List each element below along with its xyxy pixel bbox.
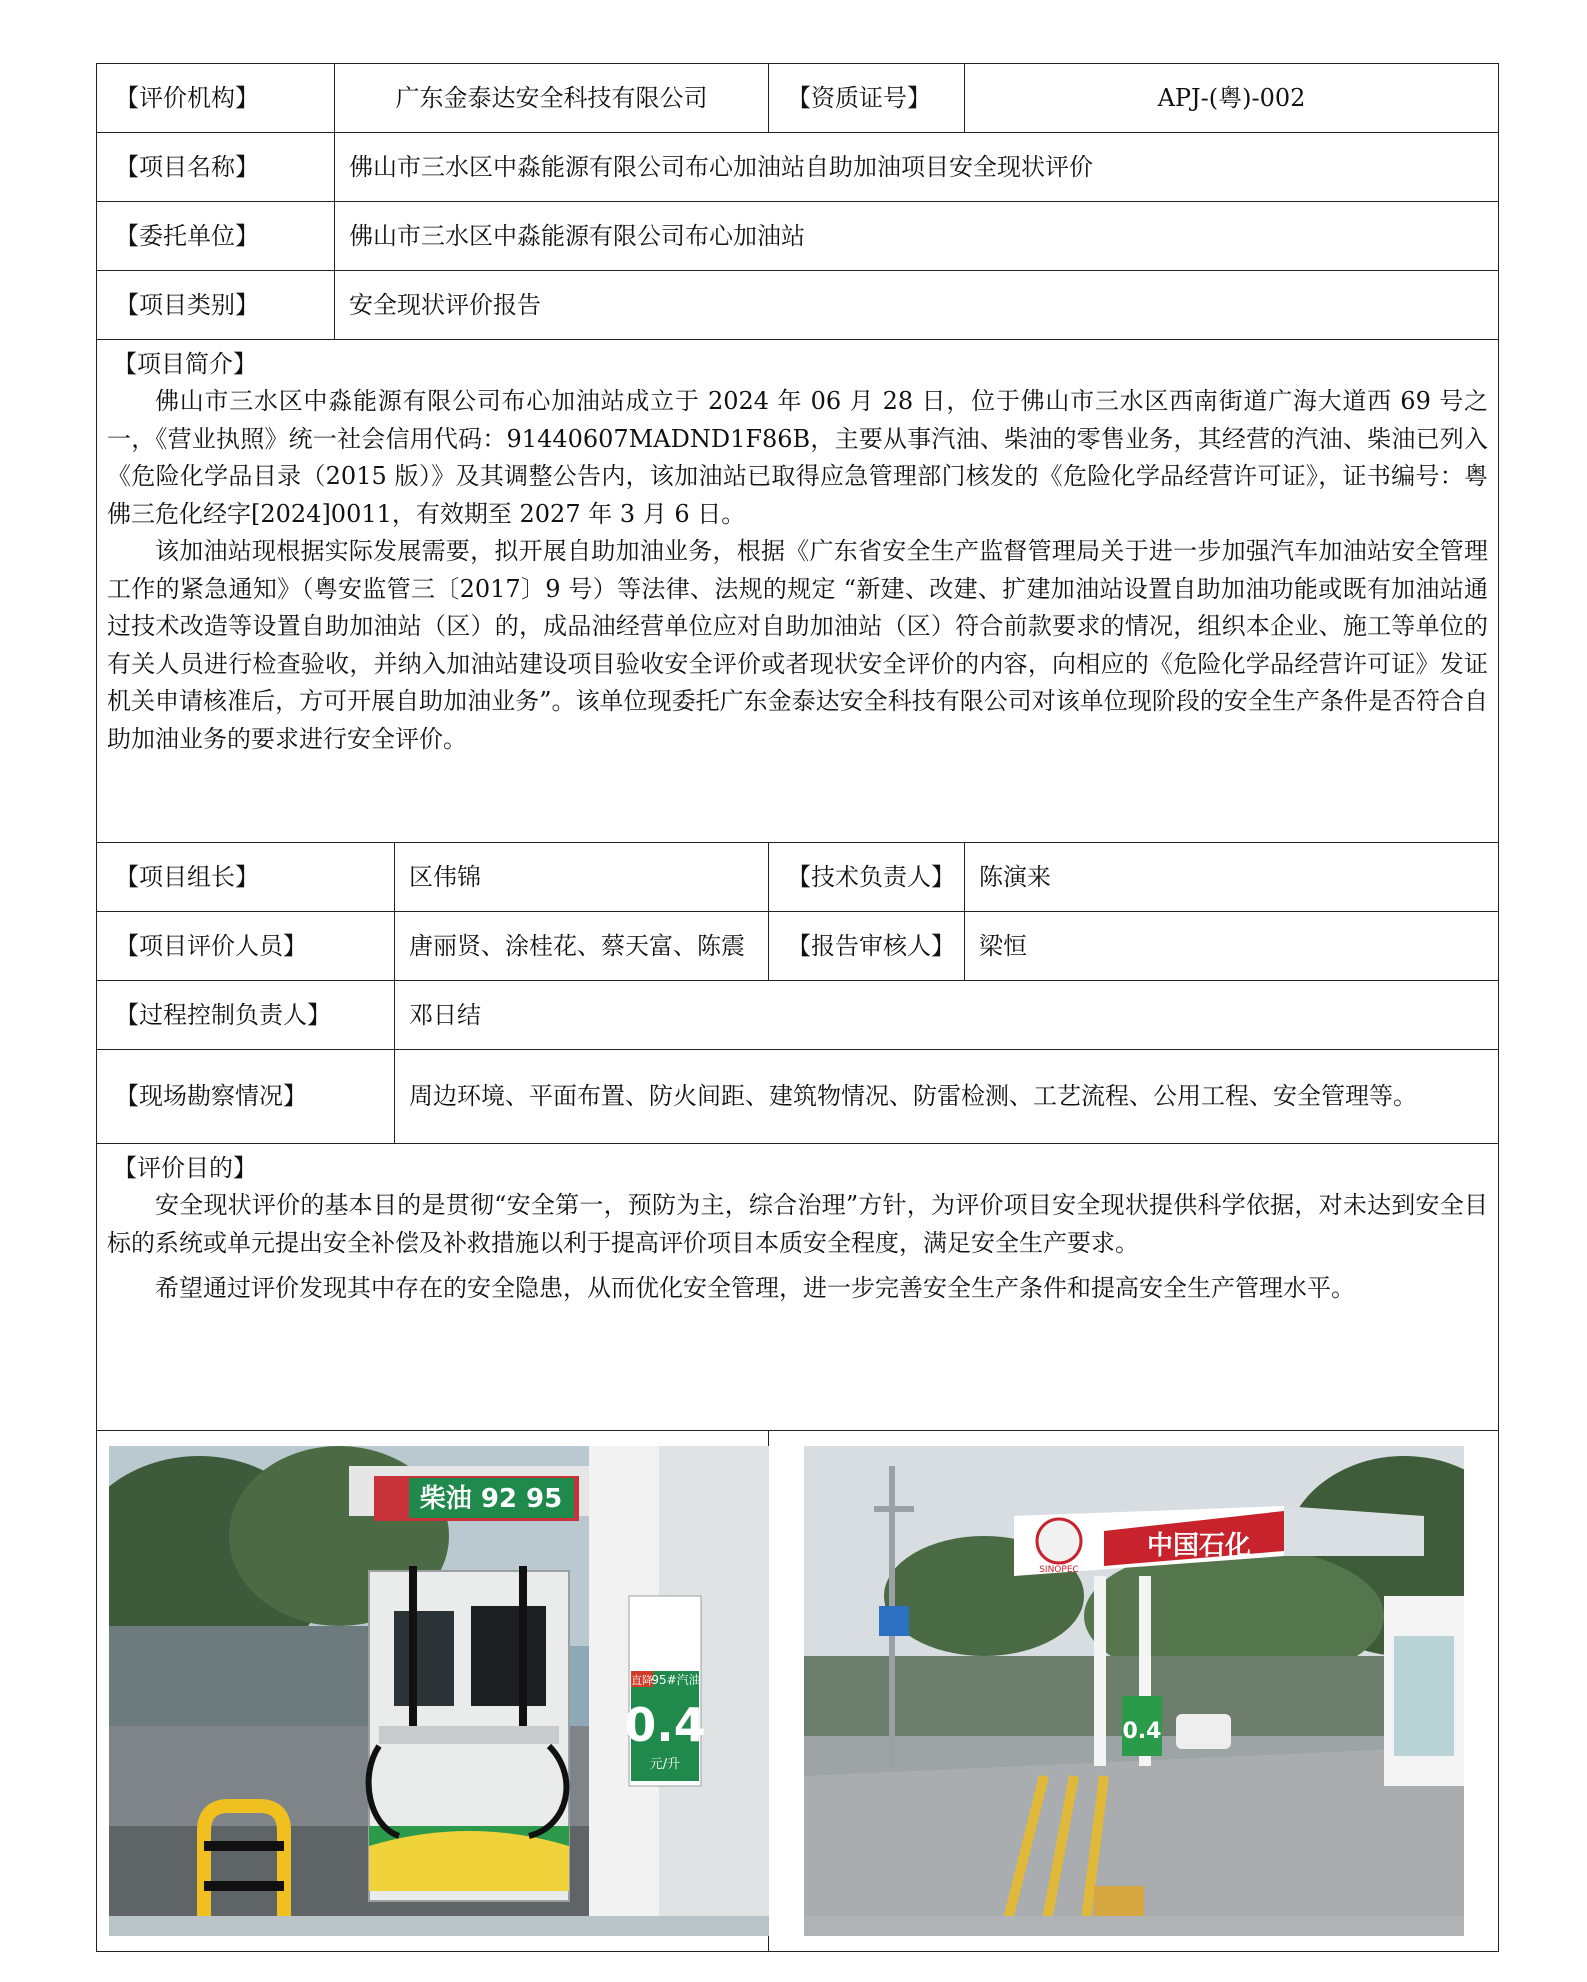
cert-value: APJ-(粤)-002 <box>965 64 1499 133</box>
purpose-paragraph-2: 希望通过评价发现其中存在的安全隐患，从而优化安全管理，进一步完善安全生产条件和提高安全生产管理水平。 <box>155 1274 1355 1302</box>
cert-label: 【资质证号】 <box>769 64 965 133</box>
row-intro <box>97 340 1499 843</box>
client-label: 【委托单位】 <box>97 202 335 271</box>
leader-label: 【项目组长】 <box>97 843 395 912</box>
row-category <box>97 271 1499 340</box>
reviewer-label: 【报告审核人】 <box>769 912 965 981</box>
fuel-dispenser-photo <box>109 1446 769 1936</box>
members-value: 唐丽贤、涂桂花、蔡天富、陈震 <box>395 912 769 981</box>
evaluation-sheet <box>96 63 1498 1952</box>
row-leader <box>97 843 1499 912</box>
project-name-value: 佛山市三水区中淼能源有限公司布心加油站自助加油项目安全现状评价 <box>335 133 1499 202</box>
process-label: 【过程控制负责人】 <box>97 981 395 1050</box>
price-badge-text: 直降 <box>631 1674 653 1687</box>
brand-sign-text: 中国石化 <box>1146 1531 1251 1561</box>
org-value: 广东金泰达安全科技有限公司 <box>335 64 769 133</box>
price-unit-text: 元/升 <box>649 1757 681 1772</box>
org-label: 【评价机构】 <box>97 64 335 133</box>
row-photos <box>97 1431 1499 1952</box>
row-org <box>97 64 1499 133</box>
canopy-sign-text: 柴油 92 95 <box>419 1484 563 1514</box>
project-name-label: 【项目名称】 <box>97 133 335 202</box>
tech-value: 陈演来 <box>965 843 1499 912</box>
purpose-paragraph-1: 安全现状评价的基本目的是贯彻“安全第一，预防为主，综合治理”方针，为评价项目安全现状提供科学依据，对未达到安全目标的系统或单元提出安全补偿及补救措施以利于提高评价项目本质安全程度，满足安全生产要求。 <box>107 1191 1488 1257</box>
leader-value: 区伟锦 <box>395 843 769 912</box>
tech-label: 【技术负责人】 <box>769 843 965 912</box>
fuel-dispenser-image <box>109 1446 769 1936</box>
purpose-block <box>97 1144 1499 1431</box>
brand-logo-text: SINOPEC <box>1038 1565 1079 1575</box>
info-table <box>96 63 1499 1952</box>
purpose-label: 【评价目的】 <box>113 1154 257 1182</box>
price-type-text: 95#汽油 <box>651 1673 701 1687</box>
row-survey <box>97 1050 1499 1144</box>
station-price-text: 0.4 <box>1122 1719 1161 1744</box>
intro-block <box>97 340 1499 843</box>
category-label: 【项目类别】 <box>97 271 335 340</box>
process-value: 邓日结 <box>395 981 1499 1050</box>
reviewer-value: 梁恒 <box>965 912 1499 981</box>
row-process <box>97 981 1499 1050</box>
row-members <box>97 912 1499 981</box>
photo-cell-left <box>97 1431 769 1952</box>
client-value: 佛山市三水区中淼能源有限公司布心加油站 <box>335 202 1499 271</box>
photo-cell-right <box>769 1431 1499 1952</box>
category-value: 安全现状评价报告 <box>335 271 1499 340</box>
survey-value: 周边环境、平面布置、防火间距、建筑物情况、防雷检测、工艺流程、公用工程、安全管理等。 <box>395 1050 1499 1144</box>
members-label: 【项目评价人员】 <box>97 912 395 981</box>
station-overview-image <box>804 1446 1464 1936</box>
intro-label: 【项目简介】 <box>113 350 257 378</box>
intro-paragraph-2: 该加油站现根据实际发展需要，拟开展自助加油业务，根据《广东省安全生产监督管理局关于进一步加强汽车加油站安全管理工作的紧急通知》（粤安监管三〔2017〕9 号）等法律、法规的规定 “新建、改建、扩建加油站设置自助加油功能或既有加油站通过技术改造等设置自助加油站（区）的，成品油经营单位应对自助加油站（区）符合前款要求的情况，组织本企业、施工等单位的有关人员进行检查验收，并纳入加油站建设项目验收安全评价或者现状安全评价的内容，向相应的《危险化学品经营许可证》发证机关申请核准后，方可开展自助加油业务”。该单位现委托广东金泰达安全科技有限公司对该单位现阶段的安全生产条件是否符合自助加油业务的要求进行安全评价。 <box>107 537 1488 753</box>
survey-label: 【现场勘察情况】 <box>97 1050 395 1144</box>
row-client <box>97 202 1499 271</box>
price-value-text: 0.4 <box>624 1698 706 1752</box>
intro-paragraph-1: 佛山市三水区中淼能源有限公司布心加油站成立于 2024 年 06 月 28 日，位于佛山市三水区西南街道广海大道西 69 号之一，《营业执照》统一社会信用代码：91440607MADND1F86B，主要从事汽油、柴油的零售业务，其经营的汽油、柴油已列入《危险化学品目录（2015 版）》及其调整公告内，该加油站已取得应急管理部门核发的《危险化学品经营许可证》，证书编号：粤佛三危化经字[2024]0011，有效期至 2027 年 3 月 6 日。 <box>107 387 1488 528</box>
station-overview-photo <box>804 1446 1464 1936</box>
row-project-name <box>97 133 1499 202</box>
row-purpose <box>97 1144 1499 1431</box>
